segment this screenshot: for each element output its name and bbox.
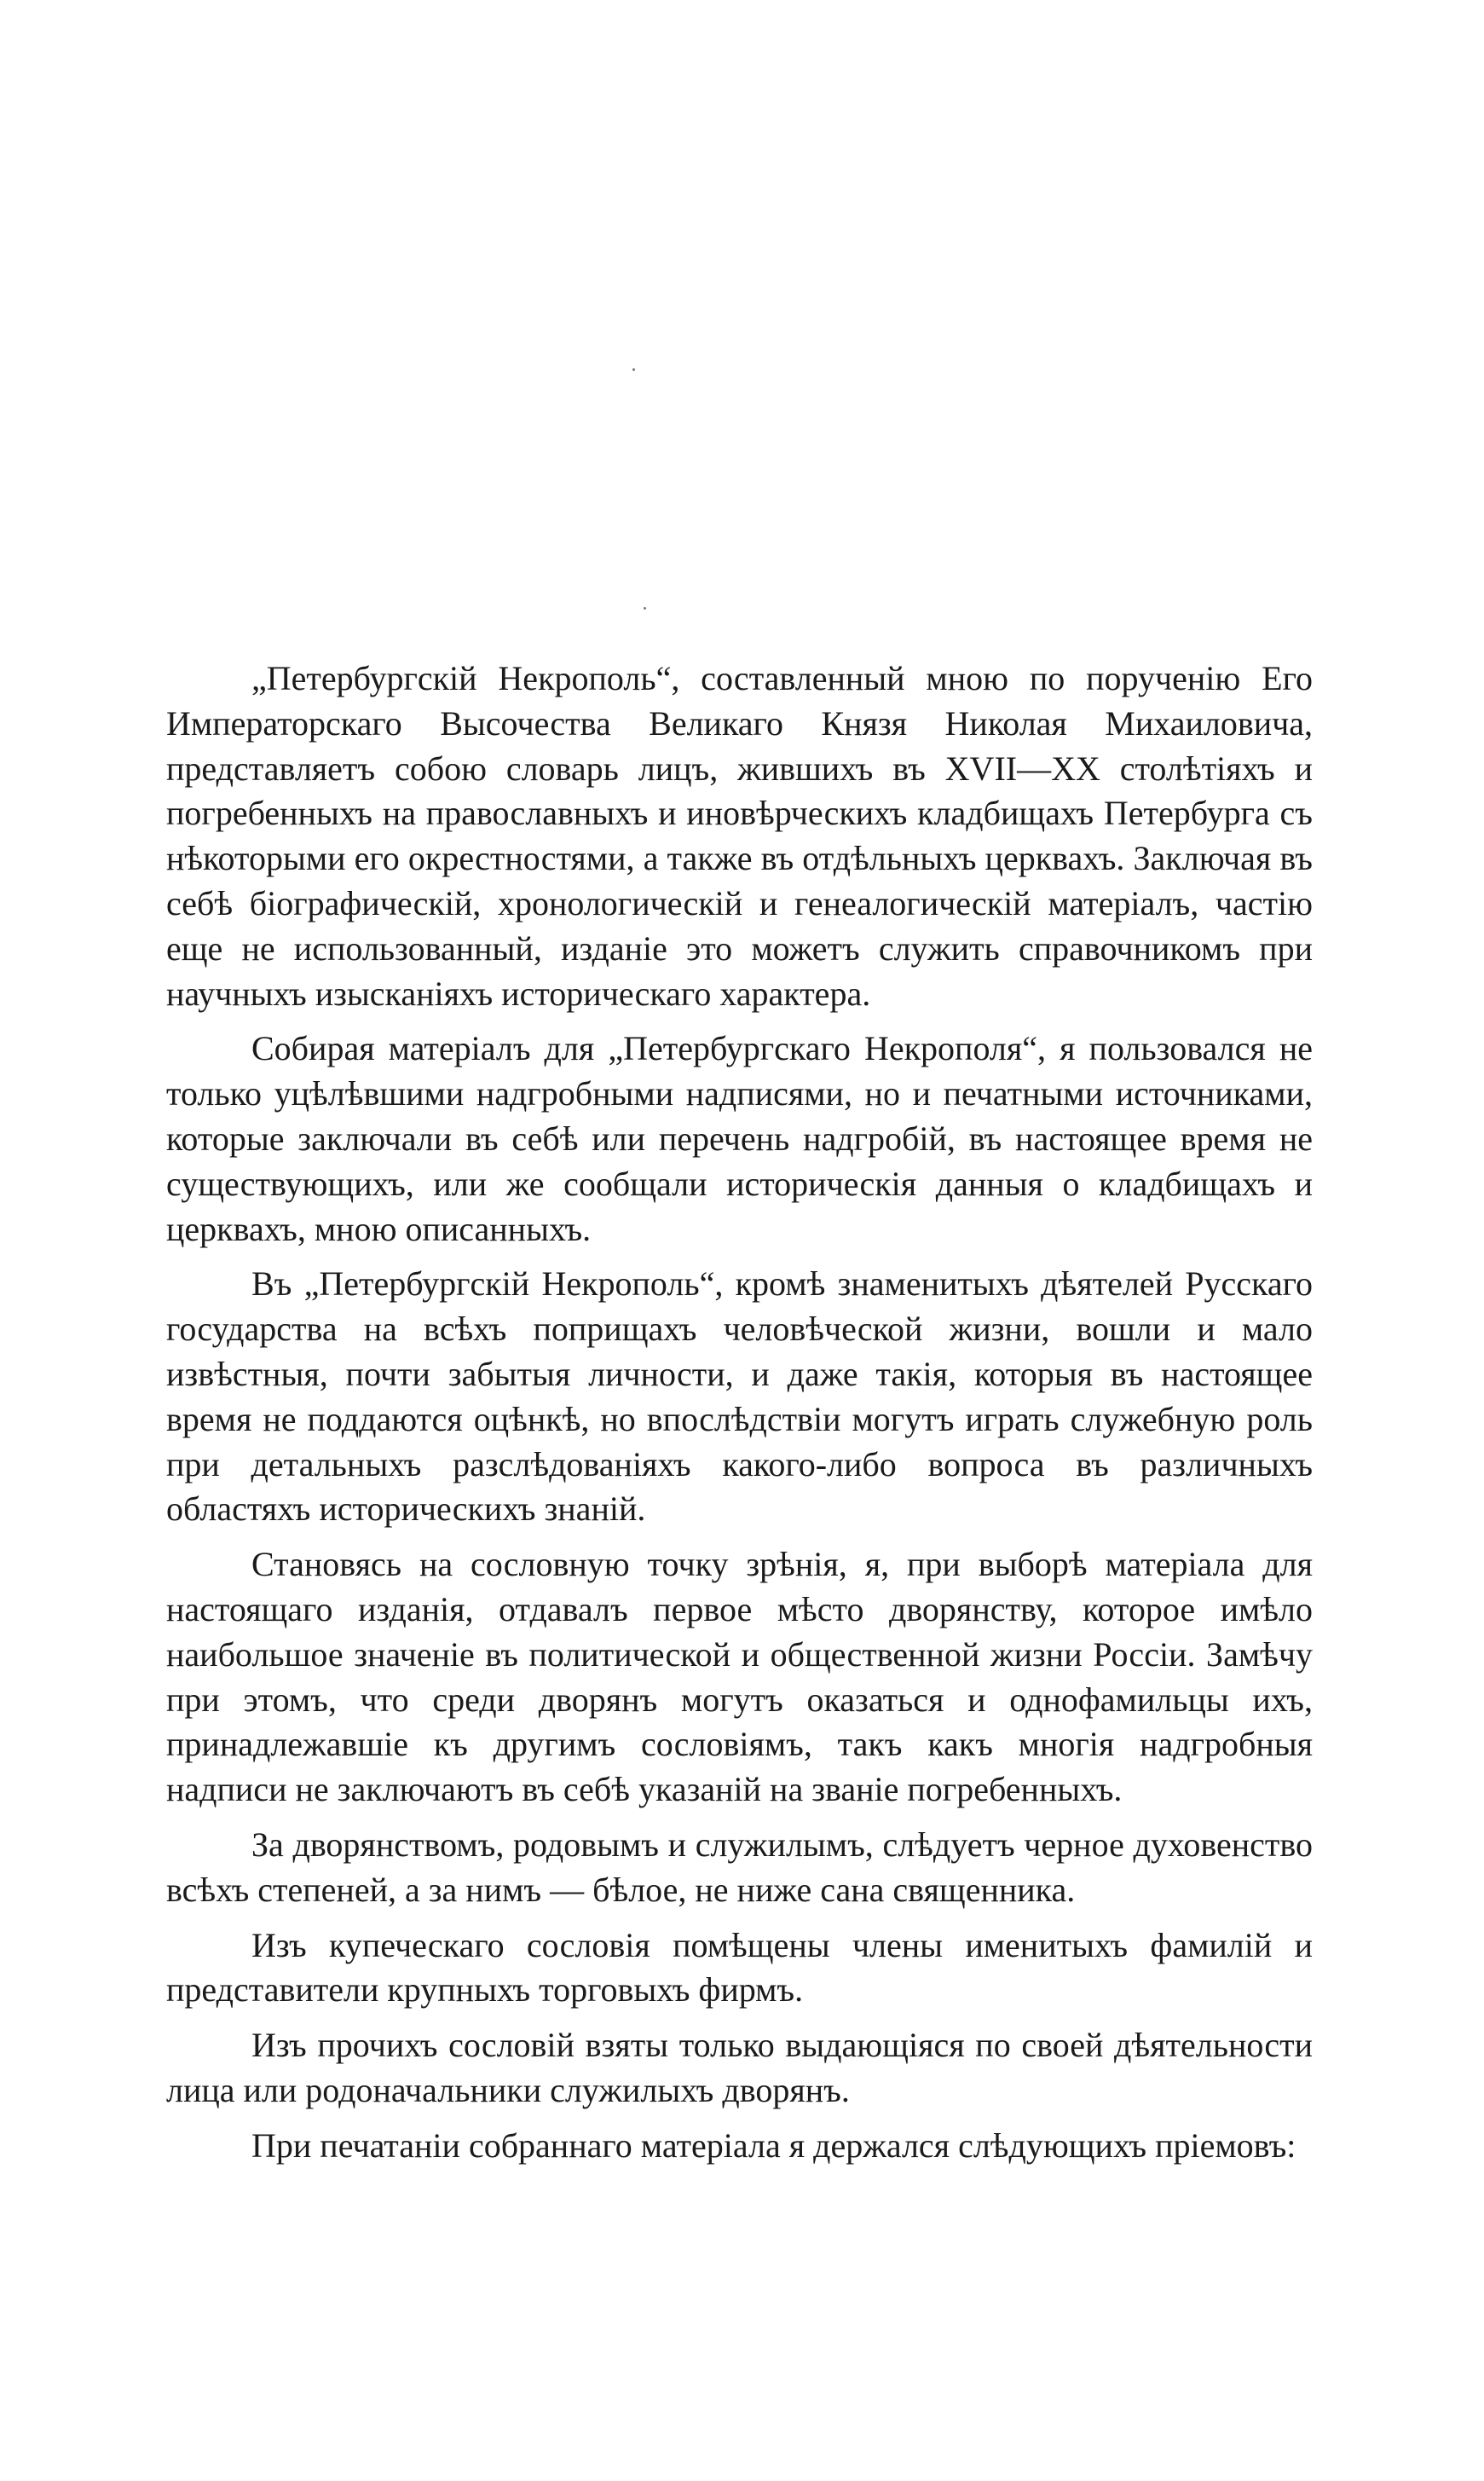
paragraph-5: За дворянствомъ, родовымъ и служилымъ, слѣдуетъ черное духовенство всѣхъ степеней, а за нимъ — бѣлое, не ниже сана священника. [166, 1825, 1313, 1909]
body-text [166, 656, 1313, 2179]
paragraph-6: Изъ купеческаго сословія помѣщены члены именитыхъ фамилій и представители крупныхъ торговыхъ фирмъ. [166, 1925, 1313, 2010]
paragraph-8: При печатаніи собраннаго матеріала я держался слѣдующихъ пріемовъ: [251, 2125, 1296, 2165]
paragraph-1: „Петербургскій Некрополь“, составленный мною по порученію Его Императорскаго Высочества Великаго Князя Николая Михаиловича, представляетъ собою словарь лицъ, жившихъ въ XVII—XX столѣтіяхъ и погребенныхъ на православныхъ и иновѣрческихъ кладбищахъ Петербурга съ нѣкоторыми его окрестностями, а также въ отдѣльныхъ церквахъ. Заключая въ себѣ біографическій, хронологическій и генеалогическій матеріалъ, частію еще не использованный, изданіе это можетъ служить справочникомъ при научныхъ изысканіяхъ историческаго характера. [166, 659, 1313, 1013]
paragraph-3: Въ „Петербургскій Некрополь“, кромѣ знаменитыхъ дѣятелей Русскаго государства на всѣхъ поприщахъ человѣческой жизни, вошли и мало извѣстныя, почти забытыя личности, и даже такія, которыя въ настоящее время не поддаются оцѣнкѣ, но впослѣдствіи могутъ играть служебную роль при детальныхъ разслѣдованіяхъ какого-либо вопроса въ различныхъ областяхъ историческихъ знаній. [166, 1264, 1313, 1529]
ink-speck [644, 607, 646, 610]
paragraph-4: Становясь на сословную точку зрѣнія, я, при выборѣ матеріала для настоящаго изданія, отдавалъ первое мѣсто дворянству, которое имѣло наибольшое значеніе въ политической и общественной жизни Россіи. Замѣчу при этомъ, что среди дворянъ могутъ оказаться и однофамильцы ихъ, принадлежавшіе къ другимъ сословіямъ, такъ какъ многія надгробныя надписи не заключаютъ въ себѣ указаній на званіе погребенныхъ. [166, 1545, 1313, 1809]
paragraph-2: Собирая матеріалъ для „Петербургскаго Некрополя“, я пользовался не только уцѣлѣвшими надгробными надписями, но и печатными источниками, которые заключали въ себѣ или перечень надгробій, въ настоящее время не существующихъ, или же сообщали историческія данныя о кладбищахъ и церквахъ, мною описанныхъ. [166, 1029, 1313, 1248]
paragraph-7: Изъ прочихъ сословій взяты только выдающіяся по своей дѣятельности лица или родоначальники служилыхъ дворянъ. [166, 2026, 1313, 2109]
ink-speck [632, 368, 635, 371]
